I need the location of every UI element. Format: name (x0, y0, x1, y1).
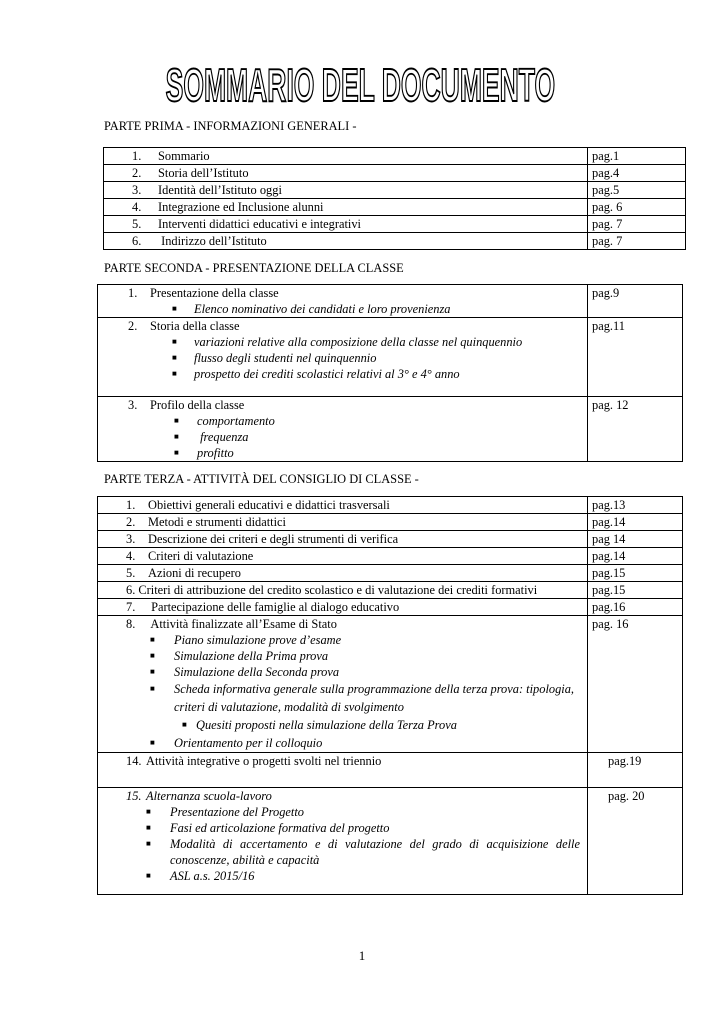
bullet-icon: ■ (182, 720, 187, 729)
bullet-icon: ■ (150, 651, 155, 660)
toc-entry-recupero[interactable]: Azioni di recupero (148, 566, 241, 580)
bullet-icon: ■ (150, 738, 155, 747)
page-ref: pag. 20 (588, 788, 683, 895)
bullet-icon: ■ (172, 304, 177, 313)
toc-entry-credito[interactable]: Criteri di attribuzione del credito scolastico e di valutazione dei crediti formativi (138, 583, 538, 597)
list-item: ■ profitto (174, 446, 234, 460)
part2-heading: PARTE SECONDA - PRESENTAZIONE DELLA CLASSE (104, 261, 404, 275)
toc-entry-integrazione[interactable]: Integrazione ed Inclusione alunni (158, 200, 324, 214)
part1-table (103, 147, 686, 250)
table-row: 3. Profilo della classe ■ comportamento ■ frequenza ■ profitto pag. 12 (98, 397, 683, 462)
list-item: ■ Presentazione del Progetto (146, 805, 304, 819)
document-title (90, 60, 630, 114)
bullet-icon: ■ (146, 823, 151, 832)
table-row: 6. Indirizzo dell’Istituto pag. 7 (104, 233, 686, 250)
toc-entry-profilo-classe[interactable]: Profilo della classe (150, 398, 245, 412)
list-item: ■ frequenza (174, 430, 249, 444)
toc-entry-valutazione[interactable]: Criteri di valutazione (148, 549, 254, 563)
list-item: ■ variazioni relative alla composizione della classe nel quinquennio (172, 335, 523, 349)
page-ref: pag.9 (588, 285, 683, 318)
page-ref: pag.15 (588, 565, 683, 582)
page-ref: pag 14 (588, 531, 683, 548)
bullet-icon: ■ (174, 448, 179, 457)
list-item: ■ Piano simulazione prove d’esame (150, 633, 342, 647)
table-row: 4. Criteri di valutazione pag.14 (98, 548, 683, 565)
table-row: 2. Metodi e strumenti didattici pag.14 (98, 514, 683, 531)
page-ref: pag.14 (588, 514, 683, 531)
list-item: ■ Scheda informativa generale sulla programmazione della terza prova: tipologia, criteri di valutazione, modalità di svolgimento (150, 682, 575, 714)
table-row: 2. Storia dell’Istituto pag.4 (104, 165, 686, 182)
page-ref: pag. 7 (588, 233, 686, 250)
list-item: ■ Elenco nominativo dei candidati e loro provenienza (172, 302, 451, 316)
list-item: ■ flusso degli studenti nel quinquennio (172, 351, 377, 365)
table-row: 1. Presentazione della classe ■ Elenco nominativo dei candidati e loro provenienza pag.9 (98, 285, 683, 318)
toc-entry-interventi[interactable]: Interventi didattici educativi e integrativi (158, 217, 361, 231)
toc-entry-alternanza[interactable]: Alternanza scuola-lavoro (146, 789, 272, 803)
table-row: 1. Sommario pag.1 (104, 148, 686, 165)
toc-entry-sommario[interactable]: Sommario (158, 149, 210, 163)
list-item: ■ Modalità di accertamento e di valutazione del grado di acquisizione delle conoscenze, abilità e capacità (146, 837, 580, 867)
list-item: ■ comportamento (174, 414, 275, 428)
page-ref: pag.5 (588, 182, 686, 199)
bullet-icon: ■ (172, 337, 177, 346)
list-item: ■ Fasi ed articolazione formativa del progetto (146, 821, 390, 835)
table-row: 5. Azioni di recupero pag.15 (98, 565, 683, 582)
bullet-icon: ■ (150, 684, 155, 693)
list-item: ■ Quesiti proposti nella simulazione della Terza Prova (182, 718, 457, 732)
page-ref: pag.14 (588, 548, 683, 565)
list-item: ■ Simulazione della Seconda prova (150, 665, 340, 679)
table-row: 4. Integrazione ed Inclusione alunni pag. 6 (104, 199, 686, 216)
part3-heading: PARTE TERZA - ATTIVITÀ DEL CONSIGLIO DI CLASSE - (104, 472, 419, 486)
list-item: ■ Simulazione della Prima prova (150, 649, 329, 663)
part2-table (97, 284, 683, 462)
toc-entry-obiettivi[interactable]: Obiettivi generali educativi e didattici trasversali (148, 498, 390, 512)
table-row: 7. Partecipazione delle famiglie al dialogo educativo pag.16 (98, 599, 683, 616)
document-title-text: SOMMARIO DEL DOCUMENTO (165, 61, 555, 112)
table-row: 14. Attività integrative o progetti svolti nel triennio pag.19 (98, 753, 683, 788)
page-ref: pag. 6 (588, 199, 686, 216)
toc-entry-verifica[interactable]: Descrizione dei criteri e degli strumenti di verifica (148, 532, 399, 546)
table-row: 8. Attività finalizzate all’Esame di Stato ■ Piano simulazione prove d’esame ■ Simulazione della Prima prova ■ Simulazione della Seconda prova ■ Scheda informativa generale sulla programmazione della terza prova: tipologia, criteri di valutazione, modalità di svolgimento ■ Quesiti proposti nella simulazione della Terza Prova ■ Orientamento per il colloquio pag. 16 (98, 616, 683, 753)
bullet-icon: ■ (172, 369, 177, 378)
toc-entry-famiglie[interactable]: Partecipazione delle famiglie al dialogo educativo (148, 600, 400, 614)
page-number: 1 (358, 948, 366, 963)
toc-entry-esame-stato[interactable]: Attività finalizzate all’Esame di Stato (148, 617, 337, 631)
table-row: 2. Storia della classe ■ variazioni relative alla composizione della classe nel quinquennio ■ flusso degli studenti nel quinquennio ■ prospetto dei crediti scolastici relativi al 3° e 4° anno pag.11 (98, 318, 683, 397)
part1-heading: PARTE PRIMA - INFORMAZIONI GENERALI - (104, 119, 357, 133)
page-ref: pag.11 (588, 318, 683, 397)
list-item: ■ Orientamento per il colloquio (150, 736, 323, 750)
page-ref: pag.1 (588, 148, 686, 165)
part3-table (97, 496, 683, 895)
bullet-icon: ■ (146, 871, 151, 880)
bullet-icon: ■ (150, 635, 155, 644)
list-item: ■ ASL a.s. 2015/16 (146, 869, 255, 883)
toc-entry-storia-istituto[interactable]: Storia dell’Istituto (158, 166, 249, 180)
page-ref: pag.15 (588, 582, 683, 599)
toc-entry-presentazione-classe[interactable]: Presentazione della classe (150, 286, 279, 300)
bullet-icon: ■ (146, 839, 151, 848)
toc-entry-attivita-integrative[interactable]: Attività integrative o progetti svolti nel triennio (146, 754, 382, 768)
page-ref: pag.16 (588, 599, 683, 616)
table-row: 3. Descrizione dei criteri e degli strumenti di verifica pag 14 (98, 531, 683, 548)
table-row: 5. Interventi didattici educativi e integrativi pag. 7 (104, 216, 686, 233)
bullet-icon: ■ (174, 432, 179, 441)
bullet-icon: ■ (150, 667, 155, 676)
page-ref: pag.13 (588, 497, 683, 514)
page-ref: pag.4 (588, 165, 686, 182)
toc-entry-identita-istituto[interactable]: Identità dell’Istituto oggi (158, 183, 282, 197)
table-row: 3. Identità dell’Istituto oggi pag.5 (104, 182, 686, 199)
page-ref: pag. 12 (588, 397, 683, 462)
toc-entry-storia-classe[interactable]: Storia della classe (150, 319, 240, 333)
bullet-icon: ■ (174, 416, 179, 425)
table-row: 6. Criteri di attribuzione del credito scolastico e di valutazione dei crediti formativi pag.15 (98, 582, 683, 599)
table-row: 15. Alternanza scuola-lavoro ■ Presentazione del Progetto ■ Fasi ed articolazione formativa del progetto ■ Modalità di accertamento e di valutazione del grado di acquisizione delle conoscenze, abilità e capacità ■ ASL a.s. 2015/16 pag. 20 (98, 788, 683, 895)
bullet-icon: ■ (172, 353, 177, 362)
list-item: ■ prospetto dei crediti scolastici relativi al 3° e 4° anno (172, 367, 460, 381)
bullet-icon: ■ (146, 807, 151, 816)
toc-entry-indirizzo[interactable]: Indirizzo dell’Istituto (158, 234, 267, 248)
toc-entry-metodi[interactable]: Metodi e strumenti didattici (148, 515, 286, 529)
page-ref: pag. 7 (588, 216, 686, 233)
page-ref: pag.19 (588, 753, 683, 788)
page-ref: pag. 16 (588, 616, 683, 753)
table-row: 1. Obiettivi generali educativi e didattici trasversali pag.13 (98, 497, 683, 514)
